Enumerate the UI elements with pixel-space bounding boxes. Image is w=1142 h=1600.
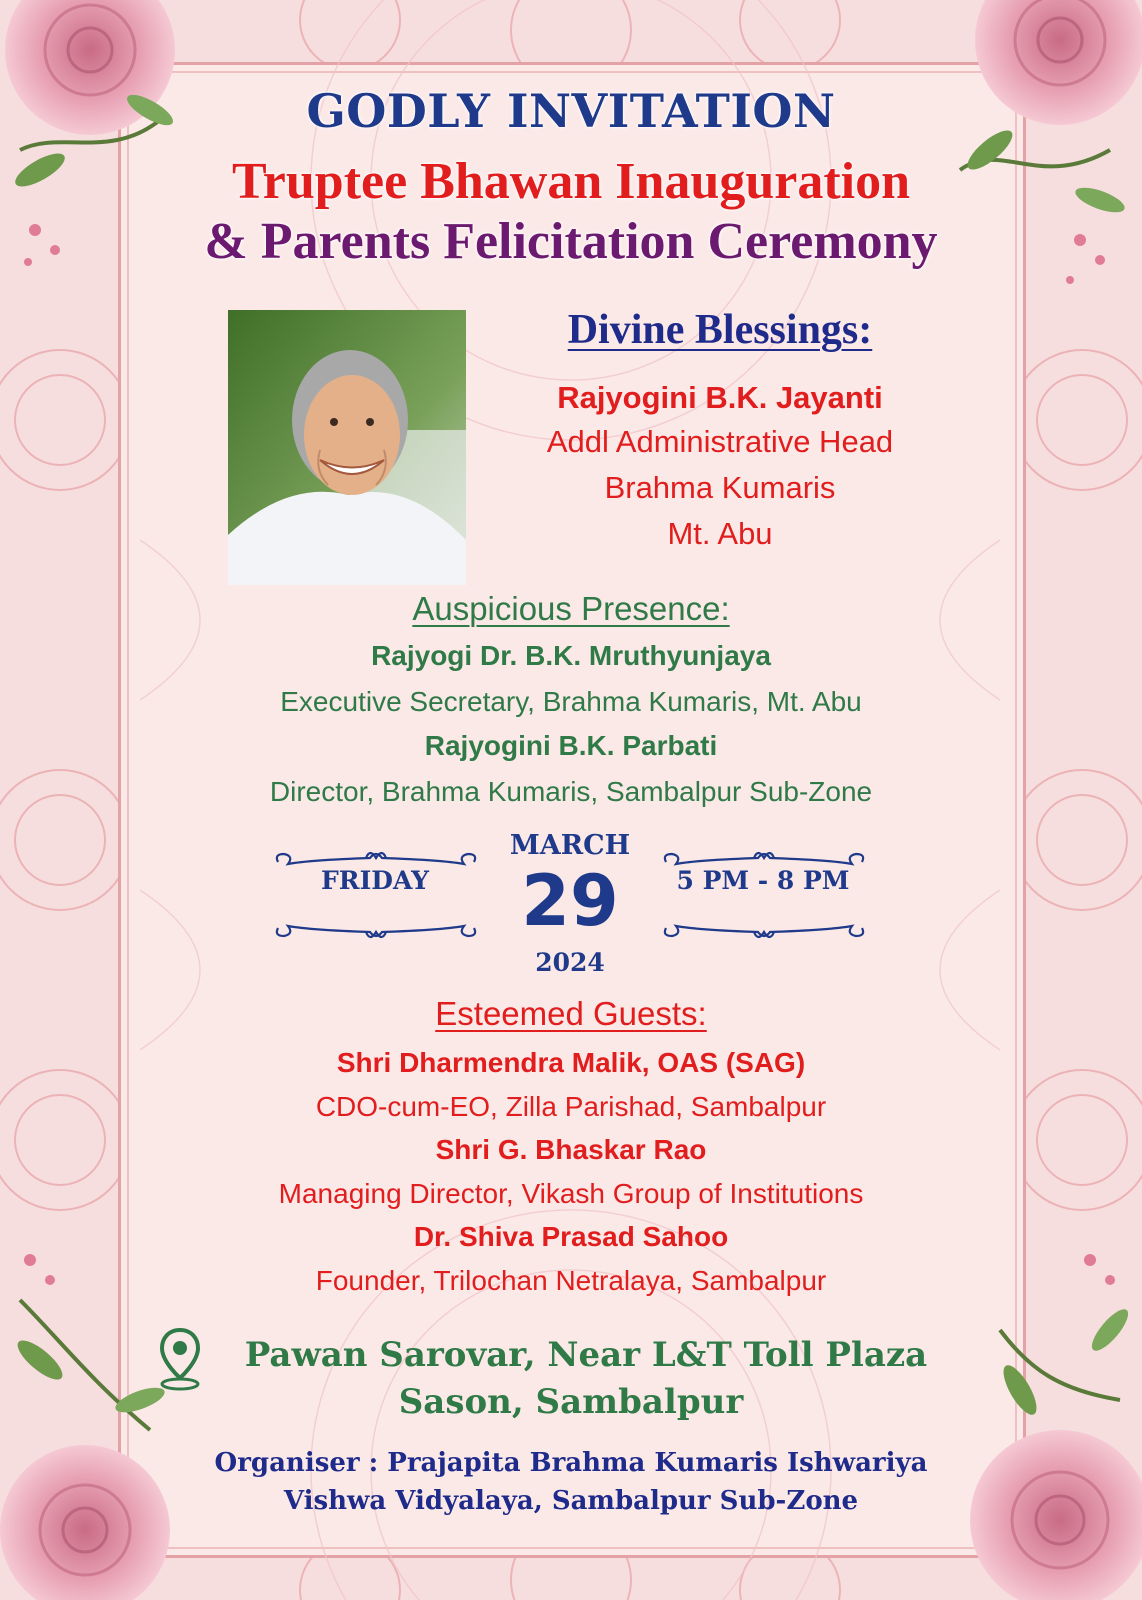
venue-line1: Pawan Sarovar, Near L&T Toll Plaza bbox=[244, 1335, 928, 1375]
divine-blessings-heading: Divine Blessings: bbox=[567, 307, 873, 353]
presence-name: Rajyogini B.K. Parbati bbox=[424, 730, 718, 761]
guest-role: Founder, Trilochan Netralaya, Sambalpur bbox=[315, 1265, 827, 1296]
event-time: 5 PM - 8 PM bbox=[676, 866, 850, 895]
event-date: 29 bbox=[521, 860, 619, 942]
guest-name: Shri G. Bhaskar Rao bbox=[435, 1134, 707, 1165]
divine-blessings-line: Addl Administrative Head bbox=[546, 424, 894, 459]
divine-blessings-line: Brahma Kumaris bbox=[604, 470, 836, 505]
divine-blessings-name: Rajyogini B.K. Jayanti bbox=[557, 380, 883, 415]
venue-line2: Sason, Sambalpur bbox=[398, 1382, 744, 1422]
event-month: MARCH bbox=[509, 830, 631, 861]
event-year: 2024 bbox=[535, 948, 605, 977]
presence-role: Director, Brahma Kumaris, Sambalpur Sub-Zone bbox=[269, 776, 873, 807]
invitation-panel bbox=[118, 62, 1026, 1558]
esteemed-guests-heading: Esteemed Guests: bbox=[435, 995, 707, 1032]
organiser-line2: Vishwa Vidyalaya, Sambalpur Sub-Zone bbox=[283, 1486, 859, 1516]
auspicious-presence-heading: Auspicious Presence: bbox=[412, 590, 730, 627]
ornament-right-icon bbox=[658, 850, 870, 940]
ornament-left-icon bbox=[270, 850, 482, 940]
organiser-line1: Organiser : Prajapita Brahma Kumaris Ishwariya bbox=[214, 1448, 928, 1478]
divine-blessings-line: Mt. Abu bbox=[667, 516, 773, 551]
event-title-line1: Truptee Bhawan Inauguration bbox=[231, 153, 911, 210]
event-title-line2: & Parents Felicitation Ceremony bbox=[204, 213, 938, 270]
guest-role: CDO-cum-EO, Zilla Parishad, Sambalpur bbox=[315, 1091, 827, 1122]
presence-role: Executive Secretary, Brahma Kumaris, Mt. Abu bbox=[280, 686, 862, 717]
invitation-title: GODLY INVITATION bbox=[306, 84, 836, 138]
presence-name: Rajyogi Dr. B.K. Mruthyunjaya bbox=[371, 640, 771, 671]
guest-name: Shri Dharmendra Malik, OAS (SAG) bbox=[336, 1047, 806, 1078]
event-day: FRIDAY bbox=[321, 866, 429, 895]
date-block bbox=[270, 830, 870, 980]
guest-role: Managing Director, Vikash Group of Institutions bbox=[278, 1178, 864, 1209]
portrait-photo bbox=[228, 310, 466, 585]
guest-name: Dr. Shiva Prasad Sahoo bbox=[413, 1221, 729, 1252]
